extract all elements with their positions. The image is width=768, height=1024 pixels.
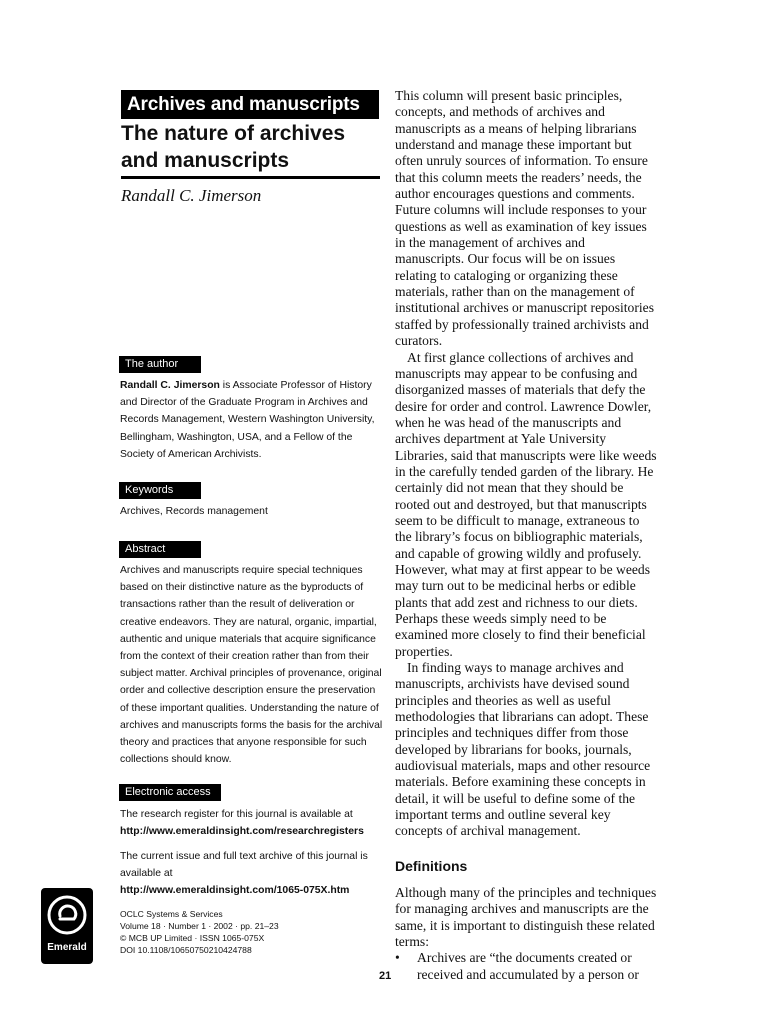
emerald-logo-text: Emerald bbox=[47, 942, 87, 953]
abstract-section-label: Abstract bbox=[119, 541, 201, 558]
archive-access-note bbox=[120, 848, 384, 900]
emerald-logo bbox=[41, 888, 93, 964]
publication-info bbox=[120, 908, 360, 956]
keywords-section-label: Keywords bbox=[119, 482, 201, 499]
journal-name: OCLC Systems & Services bbox=[120, 909, 223, 919]
research-register-text: The research register for this journal is available at bbox=[120, 809, 353, 820]
bullet-mark: • bbox=[395, 950, 400, 966]
emerald-logo-icon bbox=[41, 888, 93, 944]
article-title: The nature of archives and manuscripts bbox=[121, 122, 346, 172]
column-heading: Archives and manuscripts bbox=[121, 90, 379, 119]
archive-access-text: The current issue and full text archive of this journal is available at bbox=[120, 851, 368, 880]
author-section-label: The author bbox=[119, 356, 201, 373]
body-paragraph: This column will present basic principles, concepts, and methods of archives and manuscripts as a means of helping librarians understand and manage these important but often unruly sources of information. To ensure that this column meets the readers’ needs, the author encourages questions and comments. Future columns will include responses to your questions as well as examination of key issues in the management of archives and manuscripts. Our focus will be on issues relating to cataloging or organizing these materials, rather than on the management of institutional archives or manuscript repositories staffed by professionally trained archivists and curators. bbox=[395, 88, 654, 349]
author-bio-text: is Associate Professor of History and Director of the Graduate Program in Archives and Records Management, Western Washington University, Bellingham, Washington, USA, and a Fellow of the Society of American Archivists. bbox=[120, 380, 375, 460]
article-body bbox=[395, 88, 657, 983]
volume-info: Volume 18 · Number 1 · 2002 · pp. 21–23 bbox=[120, 921, 279, 931]
title-rule bbox=[121, 176, 380, 179]
archive-access-link[interactable]: http://www.emeraldinsight.com/1065-075X.htm bbox=[120, 885, 350, 897]
page-number: 21 bbox=[379, 970, 392, 982]
list-item bbox=[395, 950, 657, 983]
copyright-info: © MCB UP Limited · ISSN 1065-075X bbox=[120, 933, 265, 943]
doi-info: DOI 10.1108/10650750210424788 bbox=[120, 945, 252, 955]
author-byline: Randall C. Jimerson bbox=[121, 186, 262, 205]
body-paragraph: At first glance collections of archives and manuscripts may appear to be confusing and disorganized masses of materials that defy the desire for order and control. Lawrence Dowler, when he was head of the manuscripts and archives department at Yale University Libraries, said that manuscripts were like weeds in the carefully tended garden of the library. He certainly did not mean that they should be rooted out and destroyed, but that manuscripts seem to be difficult to manage, extraneous to the library’s focus on bibliographic materials, and capable of growing wildly and profusely. However, what may at first appear to be weeds may turn out to be medicinal herbs or edible plants that add zest and richness to our diets. Perhaps these weeds simply need to be examined more closely to find their beneficial properties. bbox=[395, 349, 657, 659]
electronic-access-label: Electronic access bbox=[119, 784, 221, 801]
author-bio-name: Randall C. Jimerson bbox=[120, 380, 220, 391]
definitions-heading: Definitions bbox=[395, 857, 468, 874]
keywords-text: Archives, Records management bbox=[120, 506, 268, 517]
abstract-text: Archives and manuscripts require special techniques based on their distinctive nature as the byproducts of transactions rather than the result of deliveration or creative endeavors. They are natural, organic, impartial, authentic and unique materials that acquire significance from the context of their creation rather than from their subject matter. Archival principles of provenance, original order and collective description ensure the preservation of these important qualities. Understanding the nature of archives and manuscripts forms the basis for the archival theory and practices that anyone responsible for such collections should know. bbox=[120, 565, 383, 766]
body-paragraph: In finding ways to manage archives and manuscripts, archivists have devised sound principles and theories as well as useful methodologies that librarians can adopt. These principles and techniques differ from those developed by librarians for books, journals, audiovisual materials, maps and other resource materials. Before examining these concepts in detail, it will be useful to define some of the important terms and outline several key concepts of archival management. bbox=[395, 660, 651, 839]
research-register-note bbox=[120, 806, 384, 840]
body-paragraph: Although many of the principles and techniques for managing archives and manuscripts are the same, it is important to distinguish these related terms: bbox=[395, 884, 657, 949]
list-item-text: Archives are “the documents created or received and accumulated by a person or bbox=[417, 950, 639, 982]
author-bio bbox=[120, 377, 384, 463]
research-register-link[interactable]: http://www.emeraldinsight.com/researchregisters bbox=[120, 826, 364, 838]
